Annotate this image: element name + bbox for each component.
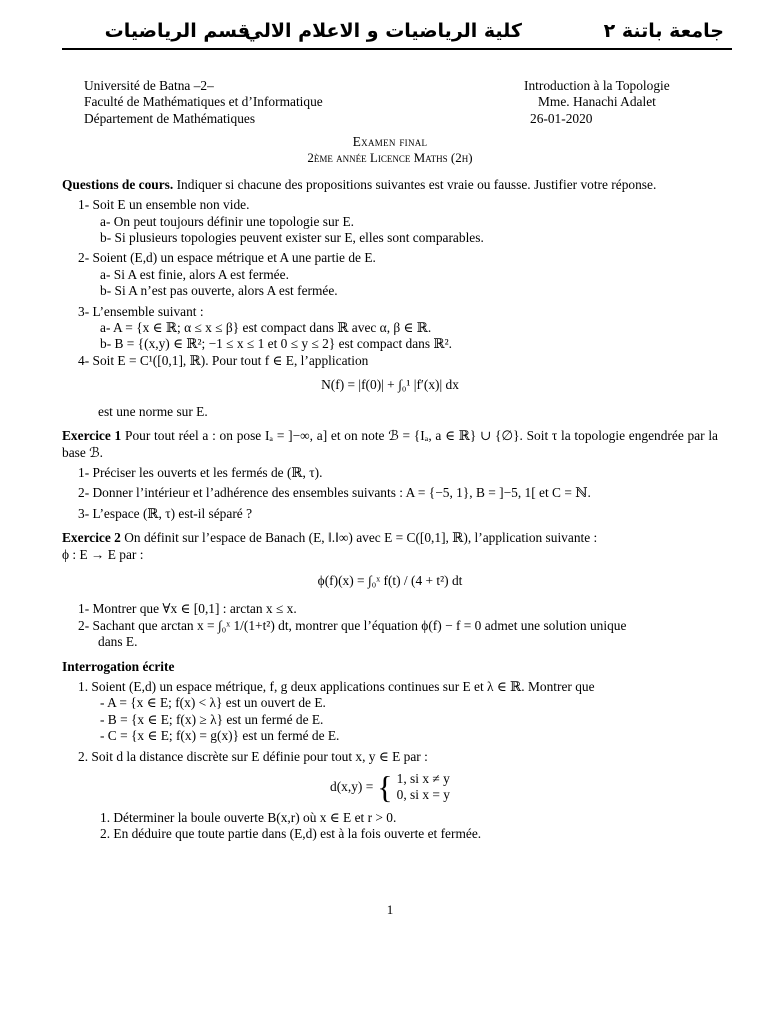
interro-heading: Interrogation écrite <box>62 658 175 674</box>
header-department: Département de Mathématiques <box>84 110 256 126</box>
ex1-intro: Pour tout réel a : on pose Iₐ = ]−∞, a] et on note ℬ = {Iₐ, a ∈ ℝ} ∪ {∅}. Soit τ la topologie engendrée par la base ℬ. <box>62 428 718 460</box>
course-q3: 3- L’ensemble suivant : <box>78 303 204 319</box>
exam-subtitle: 2ème année Licence Maths (2h) <box>307 150 473 166</box>
banner-faculty: كلية الرياضيات و الاعلام الالي <box>244 20 522 42</box>
ex1-q3: 3- L’espace (ℝ, τ) est-il séparé ? <box>78 505 253 521</box>
written-test <box>62 659 718 843</box>
course-q3b: b- B = {(x,y) ∈ ℝ²; −1 ≤ x ≤ 1 et 0 ≤ y ≤ 2} est compact dans ℝ². <box>100 336 452 352</box>
discrete-distance-formula <box>62 771 718 804</box>
course-questions <box>62 177 718 420</box>
arabic-banner <box>62 16 732 50</box>
ex1-heading: Exercice 1 <box>62 428 122 444</box>
banner-university: جامعة باتنة ٢ <box>603 20 724 42</box>
header-block <box>62 78 718 132</box>
norm-formula: N(f) = |f(0)| + ∫₀¹ |f′(x)| dx <box>321 377 459 393</box>
interro-q2a: 1. Déterminer la boule ouverte B(x,r) où x ∈ E et r > 0. <box>100 809 397 825</box>
course-q2: 2- Soient (E,d) un espace métrique et A une partie de E. <box>78 250 376 266</box>
header-right <box>524 78 670 127</box>
ex2-intro-2: ϕ : E → E par : <box>62 546 144 562</box>
exercise-1 <box>62 428 718 522</box>
header-left <box>84 78 323 127</box>
exercise-2 <box>62 530 718 650</box>
course-q1: 1- Soit E un ensemble non vide. <box>78 197 250 213</box>
course-q1b: b- Si plusieurs topologies peuvent exister sur E, elles sont comparables. <box>100 230 484 246</box>
ex2-intro: On définit sur l’espace de Banach (E, ‖.‖∞) avec E = C([0,1], ℝ), l’application suivante : <box>124 530 598 546</box>
interro-q1c: - C = {x ∈ E; f(x) = g(x)} est un fermé de E. <box>100 728 340 744</box>
interro-q2: 2. Soit d la distance discrète sur E définie pour tout x, y ∈ E par : <box>78 748 428 764</box>
course-q4-end: est une norme sur E. <box>98 403 208 419</box>
ex1-q1: 1- Préciser les ouverts et les fermés de (ℝ, τ). <box>78 464 323 480</box>
course-q3a: a- A = {x ∈ ℝ; α ≤ x ≤ β} est compact dans ℝ avec α, β ∈ ℝ. <box>100 320 432 336</box>
ex2-q2-end: dans E. <box>98 634 138 650</box>
brace-icon: { <box>377 769 393 806</box>
interro-q2b: 2. En déduire que toute partie dans (E,d) est à la fois ouverte et fermée. <box>100 826 482 842</box>
page-number: 1 <box>386 902 394 917</box>
header-date: 26-01-2020 <box>530 110 593 126</box>
phi-formula: ϕ(f)(x) = ∫₀ˣ f(t) / (4 + t²) dt <box>317 572 463 588</box>
ex2-heading: Exercice 2 <box>62 530 121 546</box>
interro-q1b: - B = {x ∈ E; f(x) ≥ λ} est un fermé de E. <box>100 711 324 727</box>
header-course: Introduction à la Topologie <box>524 78 670 93</box>
ex1-q2: 2- Donner l’intérieur et l’adhérence des ensembles suivants : A = {−5, 1}, B = ]−5, 1[ et C = ℕ. <box>78 485 591 501</box>
exam-page <box>62 78 718 917</box>
course-q4: 4- Soit E = C¹([0,1], ℝ). Pour tout f ∈ E, l’application <box>78 352 369 368</box>
exam-title: Examen final <box>352 134 428 149</box>
interro-q1: 1. Soient (E,d) un espace métrique, f, g deux applications continues sur E et λ ∈ ℝ. Montrer que <box>78 678 595 694</box>
distance-cases <box>397 771 450 804</box>
course-q2b: b- Si A n’est pas ouverte, alors A est fermée. <box>100 283 338 299</box>
distance-case-2: 0, si x = y <box>396 787 450 803</box>
course-q1a: a- On peut toujours définir une topologie sur E. <box>100 213 354 229</box>
interro-q1a: - A = {x ∈ E; f(x) < λ} est un ouvert de E. <box>100 695 326 711</box>
course-heading: Questions de cours. <box>62 176 174 192</box>
course-intro: Indiquer si chacune des propositions suivantes est vraie ou fausse. Justifier votre réponse. <box>176 176 657 192</box>
banner-department: قسم الرياضيات <box>104 20 250 42</box>
header-teacher: Mme. Hanachi Adalet <box>538 94 656 110</box>
ex2-q1: 1- Montrer que ∀x ∈ [0,1] : arctan x ≤ x. <box>78 601 297 617</box>
header-faculty: Faculté de Mathématiques et d’Informatique <box>84 94 323 110</box>
ex2-q2: 2- Sachant que arctan x = ∫₀ˣ 1/(1+t²) dt, montrer que l’équation ϕ(f) − f = 0 admet une solution unique <box>78 617 627 633</box>
course-q2a: a- Si A est finie, alors A est fermée. <box>100 266 289 282</box>
distance-case-1: 1, si x ≠ y <box>396 771 450 786</box>
header-university: Université de Batna –2– <box>84 78 214 93</box>
distance-lhs: d(x,y) = <box>330 779 374 795</box>
